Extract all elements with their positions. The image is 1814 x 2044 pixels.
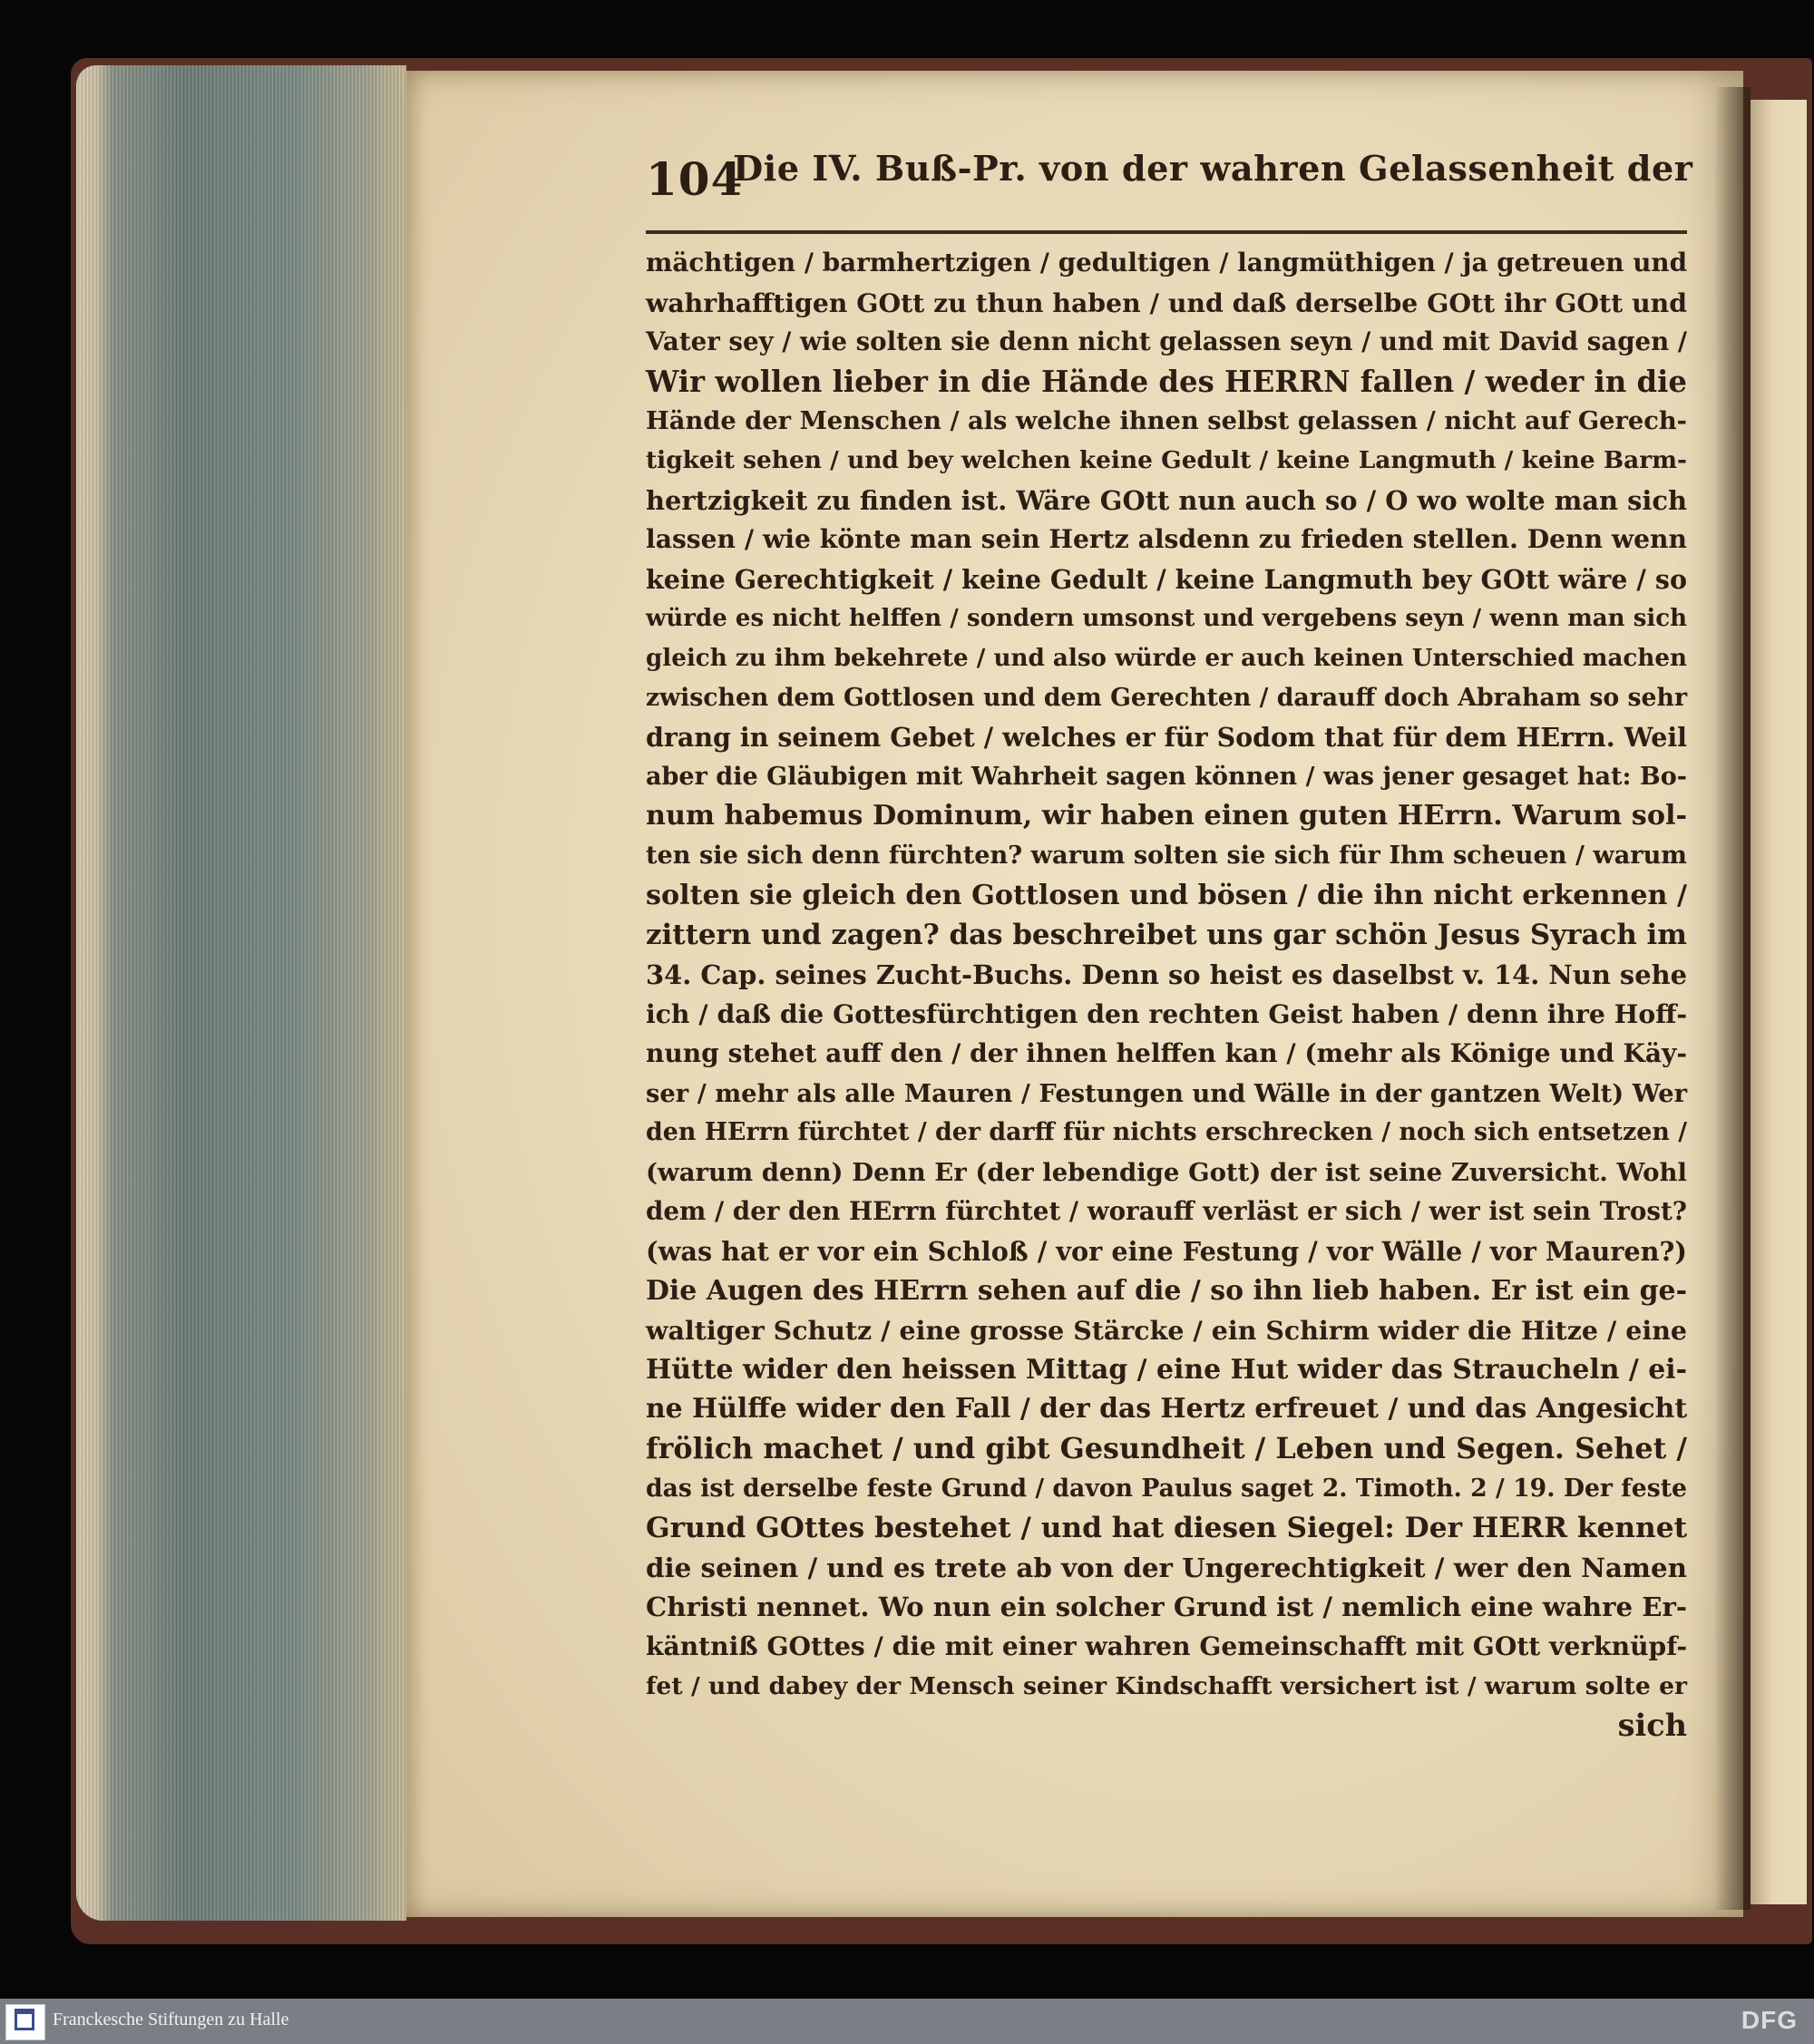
text-line: ten sie sich denn fürchten? warum solten sie sich für Ihm scheuen / warum [646, 842, 1687, 870]
head-rule [646, 230, 1687, 234]
running-head-title: Die IV. Buß-Pr. von der wahren Gelassenheit der [733, 149, 1693, 190]
text-line: Wir wollen lieber in die Hände des HERRN fallen / weder in die [646, 364, 1687, 399]
page-edges [76, 65, 406, 1921]
text-line: tigkeit sehen / und bey welchen keine Gedult / keine Langmuth / keine Barm- [646, 446, 1687, 474]
text-line: den HErrn fürchtet / der darff für nichts erschrecken / noch sich entsetzen / [646, 1118, 1687, 1147]
text-line: das ist derselbe feste Grund / davon Paulus saget 2. Timoth. 2 / 19. Der feste [646, 1474, 1687, 1503]
text-line: waltiger Schutz / eine grosse Stärcke / ein Schirm wider die Hitze / eine [646, 1315, 1687, 1347]
text-line: käntniß GOttes / die mit einer wahren Gemeinschafft mit GOtt verknüpf- [646, 1631, 1687, 1661]
viewer-footer [0, 1999, 1814, 2044]
institution-logo [5, 2004, 45, 2040]
text-line: Christi nennet. Wo nun ein solcher Grund ist / nemlich eine wahre Er- [646, 1591, 1687, 1623]
text-line: dem / der den HErrn fürchtet / worauff verläst er sich / wer ist sein Trost? [646, 1196, 1687, 1227]
text-line: aber die Gläubigen mit Wahrheit sagen können / was jener gesaget hat: Bo- [646, 762, 1687, 791]
text-line: sich [1617, 1708, 1687, 1744]
text-line: fet / und dabey der Mensch seiner Kindschafft versichert ist / warum solte er [646, 1671, 1687, 1700]
text-line: Hütte wider den heissen Mittag / eine Hut wider das Straucheln / ei- [646, 1353, 1687, 1386]
text-line: (was hat er vor ein Schloß / vor eine Festung / vor Wälle / vor Mauren?) [646, 1236, 1687, 1267]
text-line: Grund GOttes bestehet / und hat diesen Siegel: Der HERR kennet [646, 1512, 1687, 1545]
facing-page-edge [1751, 100, 1807, 1904]
text-line: zwischen dem Gottlosen und dem Gerechten / darauff doch Abraham so sehr [646, 683, 1687, 712]
running-head [646, 136, 1693, 218]
text-line: gleich zu ihm bekehrete / und also würde er auch keinen Unterschied machen [646, 644, 1687, 672]
text-line: (warum denn) Denn Er (der lebendige Gott) der ist seine Zuversicht. Wohl [646, 1157, 1687, 1187]
text-line: Vater sey / wie solten sie denn nicht gelassen seyn / und mit David sagen / [646, 326, 1687, 357]
text-line: ich / daß die Gottesfürchtigen den rechten Geist haben / denn ihre Hoff- [646, 998, 1688, 1030]
page-number: 104 [646, 152, 744, 206]
text-line: lassen / wie könte man sein Hertz alsdenn zu frieden stellen. Denn wenn [646, 524, 1687, 555]
gutter-shadow [1714, 87, 1751, 1910]
text-line: hertzigkeit zu finden ist. Wäre GOtt nun auch so / O wo wolte man sich [646, 484, 1687, 516]
text-line: wahrhafftigen GOtt zu thun haben / und daß derselbe GOtt ihr GOtt und [646, 287, 1687, 318]
text-line: solten sie gleich den Gottlosen und bösen / die ihn nicht erkennen / [646, 879, 1687, 911]
institution-name: Franckesche Stiftungen zu Halle [53, 2010, 289, 2029]
text-line: ser / mehr als alle Mauren / Festungen und Wälle in der gantzen Welt) Wer [646, 1078, 1687, 1108]
text-block [646, 136, 1693, 1744]
text-line: 34. Cap. seines Zucht-Buchs. Denn so heist es daselbst v. 14. Nun sehe [646, 959, 1687, 990]
body-text [646, 243, 1687, 1748]
dfg-badge: DFG [1741, 2006, 1798, 2034]
text-line: num habemus Dominum, wir haben einen guten HErrn. Warum sol- [646, 800, 1687, 832]
text-line: frölich machet / und gibt Gesundheit / Leben und Segen. Sehet / [646, 1432, 1687, 1465]
text-line: Die Augen des HErrn sehen auf die / so ihn lieb haben. Er ist ein ge- [646, 1274, 1687, 1307]
logo-icon [15, 2009, 34, 2030]
text-line: ne Hülffe wider den Fall / der das Hertz erfreuet / und das Angesicht [646, 1393, 1688, 1426]
text-line: nung stehet auff den / der ihnen helffen kan / (mehr als Könige und Käy- [646, 1038, 1687, 1068]
text-line: zittern und zagen? das beschreibet uns gar schön Jesus Syrach im [646, 919, 1687, 952]
text-line: würde es nicht helffen / sondern umsonst und vergebens seyn / wenn man sich [646, 605, 1687, 633]
text-line: Hände der Menschen / als welche ihnen selbst gelassen / nicht auf Gerech- [646, 406, 1687, 436]
text-line: die seinen / und es trete ab von der Ungerechtigkeit / wer den Namen [646, 1551, 1687, 1583]
text-line: keine Gerechtigkeit / keine Gedult / keine Langmuth bey GOtt wäre / so [646, 563, 1687, 595]
text-line: drang in seinem Gebet / welches er für Sodom that für dem HErrn. Weil [646, 722, 1687, 754]
text-line: mächtigen / barmhertzigen / gedultigen / langmüthigen / ja getreuen und [646, 248, 1687, 277]
